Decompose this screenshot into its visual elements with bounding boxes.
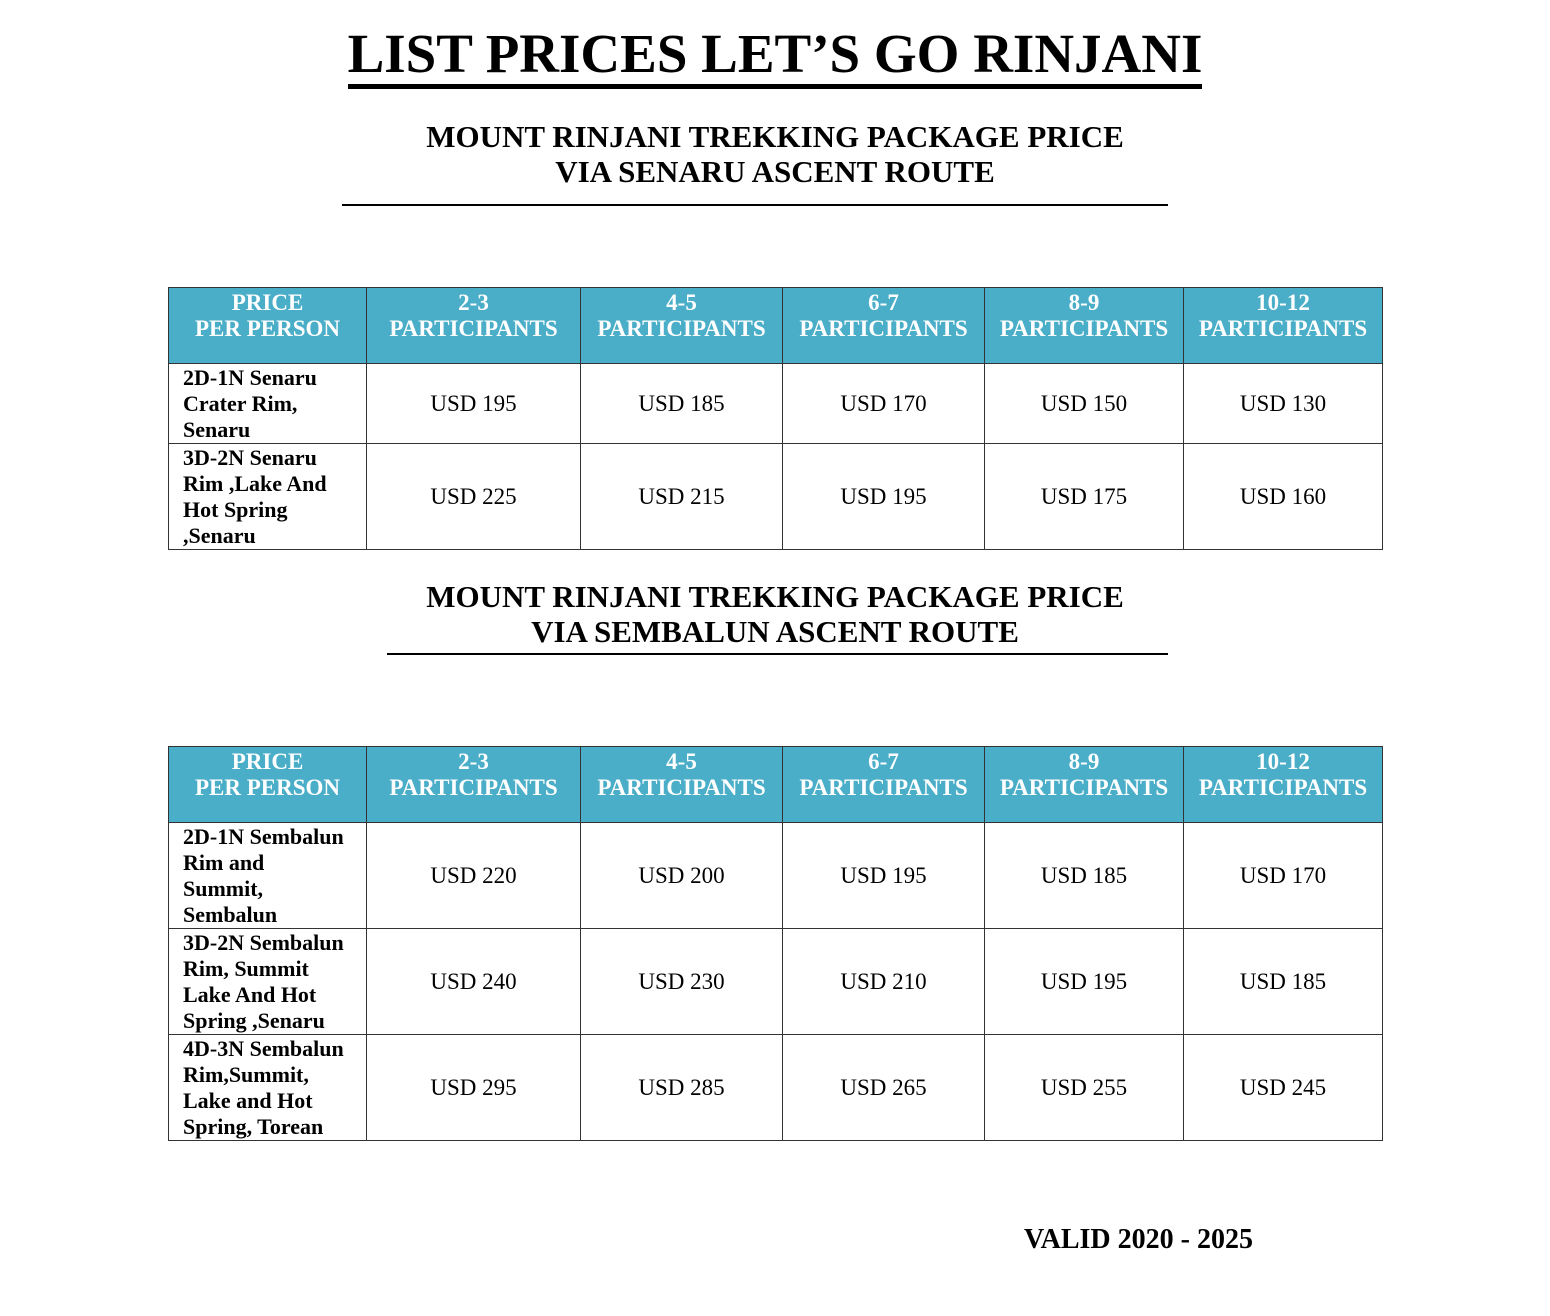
header-10-12-participants: 10-12 PARTICIPANTS <box>1184 747 1383 823</box>
table-header-row <box>169 747 1383 823</box>
package-name: 4D-3N Sembalun Rim,Summit, Lake and Hot Spring, Torean <box>169 1035 367 1141</box>
price-cell: USD 295 <box>367 1035 581 1141</box>
header-6-7-participants: 6-7 PARTICIPANTS <box>783 288 985 364</box>
senaru-heading-line1: MOUNT RINJANI TREKKING PACKAGE PRICE <box>426 119 1124 154</box>
price-cell: USD 195 <box>783 444 985 550</box>
header-price-per-person: PRICE PER PERSON <box>169 288 367 364</box>
header-4-5-participants: 4-5 PARTICIPANTS <box>581 747 783 823</box>
price-cell: USD 200 <box>581 823 783 929</box>
senaru-price-table <box>168 287 1383 550</box>
price-cell: USD 255 <box>985 1035 1184 1141</box>
sembalun-heading-line2: VIA SEMBALUN ASCENT ROUTE <box>531 614 1019 649</box>
validity-note: VALID 2020 - 2025 <box>1024 1224 1253 1255</box>
header-2-3-participants: 2-3 PARTICIPANTS <box>367 747 581 823</box>
price-cell: USD 195 <box>985 929 1184 1035</box>
price-cell: USD 240 <box>367 929 581 1035</box>
price-cell: USD 150 <box>985 364 1184 444</box>
senaru-section-heading <box>0 119 1550 189</box>
price-cell: USD 265 <box>783 1035 985 1141</box>
price-cell: USD 170 <box>783 364 985 444</box>
price-cell: USD 185 <box>985 823 1184 929</box>
table-row <box>169 444 1383 550</box>
price-cell: USD 170 <box>1184 823 1383 929</box>
sembalun-price-table <box>168 746 1383 1141</box>
price-cell: USD 185 <box>581 364 783 444</box>
header-8-9-participants: 8-9 PARTICIPANTS <box>985 747 1184 823</box>
price-cell: USD 285 <box>581 1035 783 1141</box>
price-cell: USD 210 <box>783 929 985 1035</box>
package-name: 2D-1N Senaru Crater Rim, Senaru <box>169 364 367 444</box>
header-price-per-person: PRICE PER PERSON <box>169 747 367 823</box>
sembalun-heading-line1: MOUNT RINJANI TREKKING PACKAGE PRICE <box>426 579 1124 614</box>
sembalun-heading-underline <box>387 653 1168 655</box>
header-2-3-participants: 2-3 PARTICIPANTS <box>367 288 581 364</box>
price-cell: USD 195 <box>783 823 985 929</box>
header-8-9-participants: 8-9 PARTICIPANTS <box>985 288 1184 364</box>
page-title-text: LIST PRICES LET’S GO RINJANI <box>348 24 1203 89</box>
price-cell: USD 160 <box>1184 444 1383 550</box>
price-cell: USD 225 <box>367 444 581 550</box>
price-cell: USD 215 <box>581 444 783 550</box>
table-row <box>169 823 1383 929</box>
sembalun-section-heading <box>0 579 1550 649</box>
package-name: 2D-1N Sembalun Rim and Summit, Sembalun <box>169 823 367 929</box>
header-4-5-participants: 4-5 PARTICIPANTS <box>581 288 783 364</box>
price-cell: USD 220 <box>367 823 581 929</box>
package-name: 3D-2N Senaru Rim ,Lake And Hot Spring ,Senaru <box>169 444 367 550</box>
table-header-row <box>169 288 1383 364</box>
price-cell: USD 195 <box>367 364 581 444</box>
page-title <box>0 22 1550 89</box>
senaru-heading-underline <box>342 204 1168 206</box>
price-cell: USD 230 <box>581 929 783 1035</box>
table-row <box>169 929 1383 1035</box>
header-6-7-participants: 6-7 PARTICIPANTS <box>783 747 985 823</box>
price-cell: USD 130 <box>1184 364 1383 444</box>
table-row <box>169 1035 1383 1141</box>
senaru-heading-line2: VIA SENARU ASCENT ROUTE <box>555 154 995 189</box>
price-cell: USD 245 <box>1184 1035 1383 1141</box>
table-row <box>169 364 1383 444</box>
package-name: 3D-2N Sembalun Rim, Summit Lake And Hot Spring ,Senaru <box>169 929 367 1035</box>
price-cell: USD 185 <box>1184 929 1383 1035</box>
price-cell: USD 175 <box>985 444 1184 550</box>
header-10-12-participants: 10-12 PARTICIPANTS <box>1184 288 1383 364</box>
